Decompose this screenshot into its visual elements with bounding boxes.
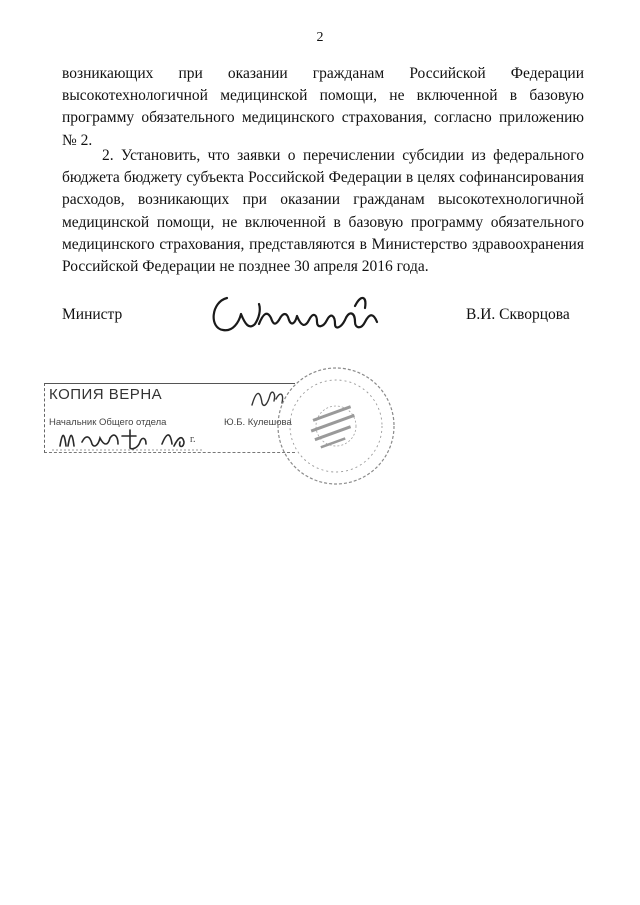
- stamp-year-suffix: г.: [190, 434, 196, 445]
- signatory-name: В.И. Скворцова: [466, 306, 570, 323]
- round-seal: [272, 362, 400, 490]
- stamp-officer-name: Ю.Б. Кулешова: [224, 417, 292, 428]
- stamp-officer-position: Начальник Общего отдела: [49, 417, 167, 428]
- handwritten-date: [52, 424, 212, 452]
- page-number: 2: [316, 30, 324, 45]
- minister-signature: [205, 284, 385, 344]
- stamp-title: КОПИЯ ВЕРНА: [49, 386, 163, 403]
- paragraph-continuation: возникающих при оказании гражданам Российской Федерации высокотехнологичной медицинской помощи, не включенной в базовую программу обязательного медицинского страхования, согласно приложению № 2.: [62, 65, 584, 149]
- signatory-title: Министр: [62, 306, 123, 323]
- paragraph-item-2: 2. Установить, что заявки о перечислении субсидии из федерального бюджета бюджету субъекта Российской Федерации в целях софинансирования расходов, возникающих при оказании гражданам высокотехнологичной медицинской помощи, не включенной в базовую программу обязательного медицинского страхования, представляются в Министерство здравоохранения Российской Федерации не позднее 30 апреля 2016 года.: [62, 147, 584, 276]
